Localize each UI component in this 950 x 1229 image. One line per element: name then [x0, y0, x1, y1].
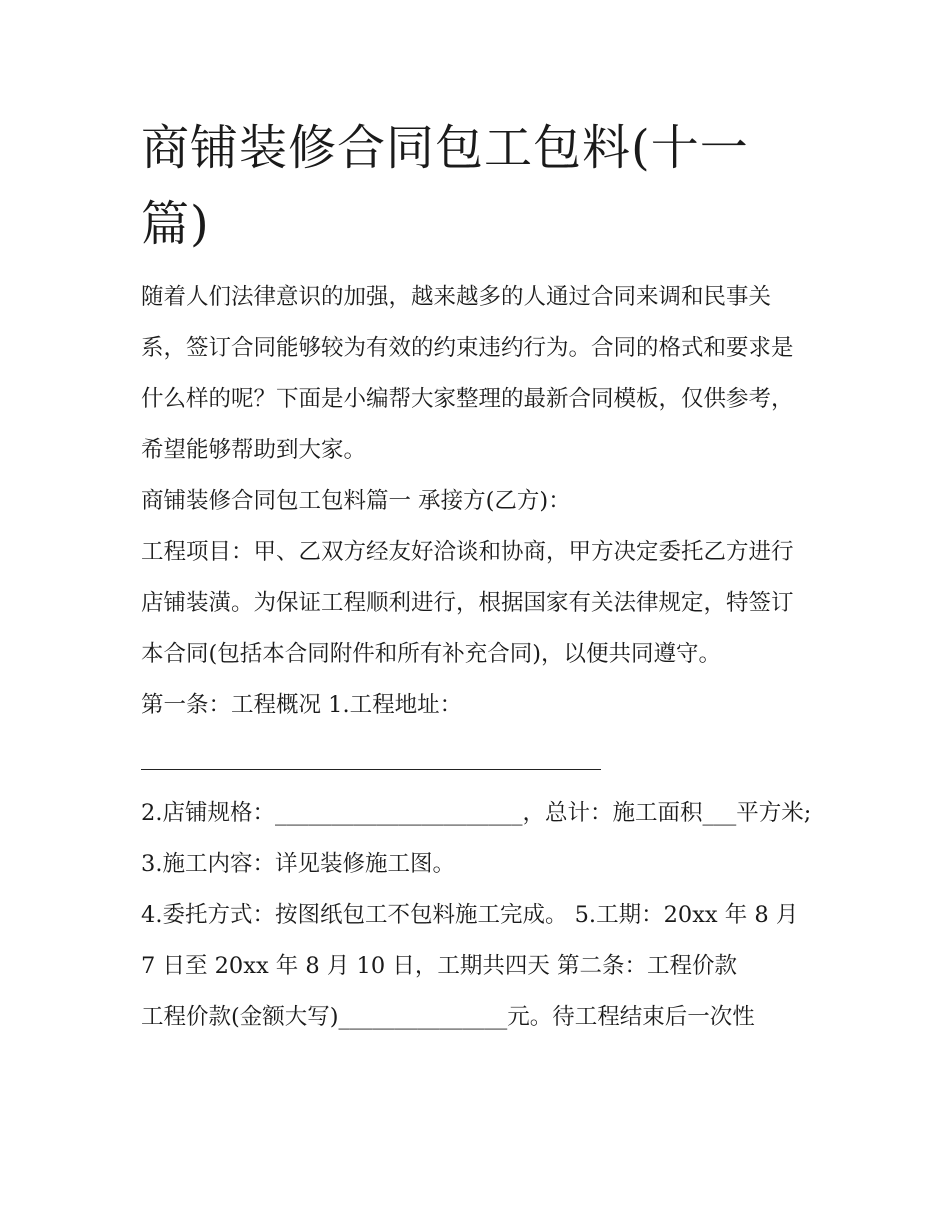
address-blank-line [141, 739, 601, 770]
intro-paragraph: 随着人们法律意识的加强，越来越多的人通过合同来调和民事关系，签订合同能够较为有效的约束违约行为。合同的格式和要求是什么样的呢？下面是小编帮大家整理的最新合同模板，仅供参考，希望能够帮助到大家。 [141, 284, 794, 463]
contract-heading-paragraph: 商铺装修合同包工包料篇一 承接方(乙方)： [141, 488, 571, 514]
project-paragraph: 工程项目：甲、乙双方经友好洽谈和协商，甲方决定委托乙方进行店铺装潢。为保证工程顺利进行，根据国家有关法律规定，特签订本合同(包括本合同附件和所有补充合同)，以便共同遵守。 [141, 539, 794, 667]
price-paragraph: 工程价款(金额大写)_______________元。待工程结束后一次性 [141, 1004, 755, 1030]
article-one-paragraph: 第一条：工程概况 1.工程地址： [141, 692, 463, 718]
delegation-paragraph: 4.委托方式：按图纸包工不包料施工完成。 5.工期：20xx 年 8 月 7 日至 20xx 年 8 月 10 日，工期共四天 第二条：工程价款 [141, 902, 799, 979]
document-title: 商铺装修合同包工包料(十一篇) [141, 120, 749, 252]
shop-spec-paragraph: 2.店铺规格：______________________，总计：施工面积___平方米; 3.施工内容：详见装修施工图。 [141, 800, 812, 877]
document-page [141, 110, 813, 1043]
